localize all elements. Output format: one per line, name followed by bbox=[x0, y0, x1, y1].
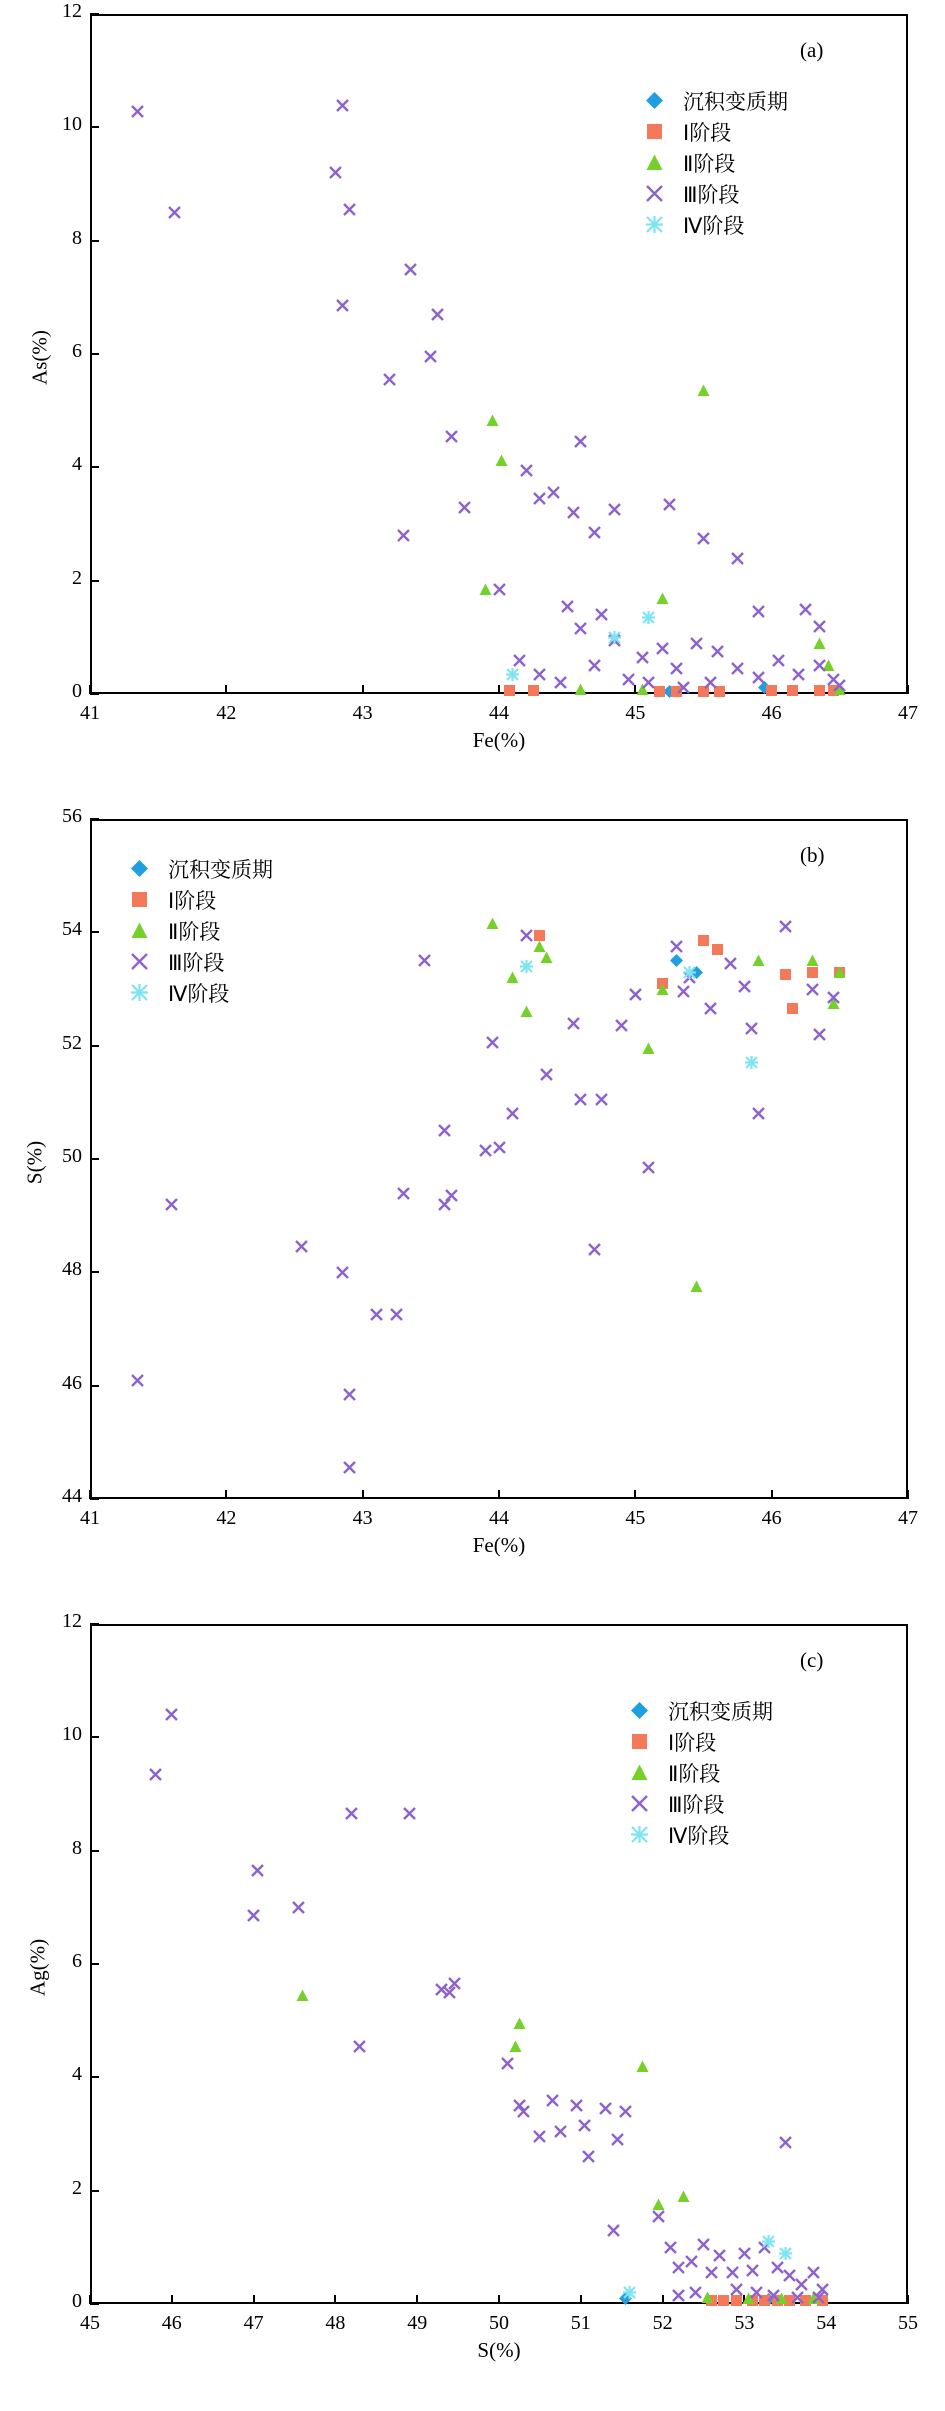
y-axis-label-c: Ag(%) bbox=[25, 1938, 50, 1997]
square-marker-icon bbox=[630, 1732, 664, 1751]
square-marker-icon bbox=[645, 122, 679, 141]
x-tick-label-1-0: 41 bbox=[80, 1507, 100, 1529]
legend-a-label-4: Ⅳ阶段 bbox=[683, 213, 745, 238]
x-tick-2-2 bbox=[253, 2295, 255, 2304]
plot-area-c bbox=[90, 1624, 908, 2304]
y-tick-label-1-2: 48 bbox=[62, 1258, 82, 1281]
x-tick-label-2-10: 55 bbox=[898, 2312, 918, 2334]
triangle-marker-icon bbox=[645, 153, 679, 172]
y-tick-2-4 bbox=[90, 1850, 99, 1852]
y-tick-2-6 bbox=[90, 1623, 99, 1625]
diamond-marker-icon bbox=[130, 859, 164, 878]
cross-marker-icon bbox=[630, 1794, 664, 1813]
legend-a-label-1: Ⅰ阶段 bbox=[683, 120, 732, 145]
y-tick-0-0 bbox=[90, 693, 99, 695]
x-tick-2-3 bbox=[334, 2295, 336, 2304]
x-tick-2-9 bbox=[825, 2295, 827, 2304]
y-tick-1-0 bbox=[90, 1498, 99, 1500]
y-tick-0-1 bbox=[90, 580, 99, 582]
x-tick-2-5 bbox=[498, 2295, 500, 2304]
y-tick-1-1 bbox=[90, 1385, 99, 1387]
x-tick-label-0-4: 45 bbox=[625, 702, 646, 724]
x-axis-label-c: S(%) bbox=[477, 2338, 521, 2362]
x-tick-label-1-2: 43 bbox=[352, 1507, 373, 1529]
x-tick-0-3 bbox=[498, 685, 500, 694]
legend-a-label-2: Ⅱ阶段 bbox=[683, 151, 736, 176]
x-tick-label-2-9: 54 bbox=[816, 2312, 837, 2334]
legend-a-item-0 bbox=[645, 85, 788, 116]
y-tick-2-0 bbox=[90, 2303, 99, 2305]
asterisk-marker-icon bbox=[630, 1825, 664, 1844]
y-tick-label-1-0: 44 bbox=[62, 1485, 82, 1507]
legend-c-item-1 bbox=[630, 1726, 773, 1757]
legend-b-item-4 bbox=[130, 977, 273, 1008]
x-tick-2-8 bbox=[743, 2295, 745, 2304]
legend-a-item-4 bbox=[645, 209, 788, 240]
x-tick-0-1 bbox=[225, 685, 227, 694]
x-tick-label-0-1: 42 bbox=[216, 702, 237, 724]
x-tick-2-7 bbox=[662, 2295, 664, 2304]
x-tick-label-2-3: 48 bbox=[325, 2312, 346, 2334]
x-tick-1-1 bbox=[225, 1490, 227, 1499]
legend-c-item-4 bbox=[630, 1819, 773, 1850]
triangle-marker-icon bbox=[630, 1763, 664, 1782]
legend-a-label-3: Ⅲ阶段 bbox=[683, 182, 740, 207]
y-tick-label-1-4: 52 bbox=[62, 1031, 82, 1054]
x-tick-label-0-0: 41 bbox=[80, 702, 100, 724]
legend-c-label-1: Ⅰ阶段 bbox=[668, 1730, 717, 1755]
x-tick-0-6 bbox=[907, 685, 909, 694]
chart-panel-b bbox=[0, 805, 945, 1605]
legend-b-item-2 bbox=[130, 915, 273, 946]
y-tick-2-1 bbox=[90, 2190, 99, 2192]
y-tick-0-5 bbox=[90, 126, 99, 128]
legend-a bbox=[645, 85, 788, 240]
x-tick-label-1-5: 46 bbox=[761, 1507, 782, 1529]
x-tick-label-0-6: 47 bbox=[898, 702, 918, 724]
x-tick-label-2-4: 49 bbox=[407, 2312, 428, 2334]
legend-b-label-3: Ⅲ阶段 bbox=[168, 950, 225, 975]
y-tick-label-0-1: 2 bbox=[72, 566, 82, 589]
legend-a-item-1 bbox=[645, 116, 788, 147]
x-tick-label-0-2: 43 bbox=[352, 702, 373, 724]
x-tick-2-10 bbox=[907, 2295, 909, 2304]
y-tick-label-1-5: 54 bbox=[62, 918, 82, 941]
panel-label-b: (b) bbox=[800, 843, 825, 867]
x-tick-2-4 bbox=[416, 2295, 418, 2304]
legend-b-label-4: Ⅳ阶段 bbox=[168, 981, 230, 1006]
x-tick-label-1-6: 47 bbox=[898, 1507, 918, 1529]
y-tick-2-5 bbox=[90, 1736, 99, 1738]
y-tick-0-6 bbox=[90, 13, 99, 15]
y-tick-label-2-6: 12 bbox=[62, 1610, 82, 1632]
x-tick-label-2-6: 51 bbox=[570, 2312, 591, 2334]
y-tick-0-3 bbox=[90, 353, 99, 355]
panel-label-a: (a) bbox=[800, 38, 824, 62]
legend-a-item-3 bbox=[645, 178, 788, 209]
y-tick-label-2-2: 4 bbox=[72, 2063, 82, 2086]
y-tick-0-2 bbox=[90, 466, 99, 468]
chart-panel-c bbox=[0, 1610, 945, 2410]
y-tick-label-2-1: 2 bbox=[72, 2176, 82, 2199]
diamond-marker-icon bbox=[630, 1701, 664, 1720]
legend-b-item-1 bbox=[130, 884, 273, 915]
x-tick-label-1-4: 45 bbox=[625, 1507, 646, 1529]
x-tick-0-5 bbox=[771, 685, 773, 694]
y-tick-label-0-4: 8 bbox=[72, 226, 82, 249]
x-axis-label-a: Fe(%) bbox=[472, 728, 526, 752]
diamond-marker-icon bbox=[645, 91, 679, 110]
x-axis-label-b: Fe(%) bbox=[472, 1533, 526, 1557]
legend-b-label-1: Ⅰ阶段 bbox=[168, 888, 217, 913]
legend-c-label-0: 沉积变质期 bbox=[668, 1699, 773, 1724]
x-tick-label-0-5: 46 bbox=[761, 702, 782, 724]
x-tick-label-2-8: 53 bbox=[734, 2312, 755, 2334]
legend-c-item-2 bbox=[630, 1757, 773, 1788]
y-tick-label-1-3: 50 bbox=[62, 1145, 82, 1167]
y-axis-label-b: S(%) bbox=[22, 1140, 47, 1185]
legend-c-label-2: Ⅱ阶段 bbox=[668, 1761, 721, 1786]
y-tick-label-0-5: 10 bbox=[62, 113, 82, 136]
legend-c-item-0 bbox=[630, 1695, 773, 1726]
legend-b-label-2: Ⅱ阶段 bbox=[168, 919, 221, 944]
y-tick-label-1-1: 46 bbox=[62, 1371, 82, 1394]
cross-marker-icon bbox=[130, 952, 164, 971]
square-marker-icon bbox=[130, 890, 164, 909]
x-tick-label-2-0: 45 bbox=[80, 2312, 100, 2334]
x-tick-0-4 bbox=[634, 685, 636, 694]
asterisk-marker-icon bbox=[645, 215, 679, 234]
x-tick-1-2 bbox=[362, 1490, 364, 1499]
chart-panel-a bbox=[0, 0, 945, 800]
x-tick-1-4 bbox=[634, 1490, 636, 1499]
legend-c bbox=[630, 1695, 773, 1850]
x-tick-label-2-5: 50 bbox=[489, 2312, 509, 2334]
x-tick-label-0-3: 44 bbox=[489, 702, 509, 724]
y-tick-label-2-4: 8 bbox=[72, 1836, 82, 1859]
legend-a-label-0: 沉积变质期 bbox=[683, 89, 788, 114]
legend-a-item-2 bbox=[645, 147, 788, 178]
y-tick-label-1-6: 56 bbox=[62, 805, 82, 827]
x-tick-2-6 bbox=[580, 2295, 582, 2304]
legend-b-item-0 bbox=[130, 853, 273, 884]
legend-c-item-3 bbox=[630, 1788, 773, 1819]
y-tick-label-0-6: 12 bbox=[62, 0, 82, 22]
y-tick-2-2 bbox=[90, 2076, 99, 2078]
y-tick-0-4 bbox=[90, 240, 99, 242]
x-tick-label-1-1: 42 bbox=[216, 1507, 237, 1529]
y-tick-label-2-3: 6 bbox=[72, 1950, 82, 1972]
legend-b-label-0: 沉积变质期 bbox=[168, 857, 273, 882]
x-tick-label-2-7: 52 bbox=[652, 2312, 673, 2334]
y-tick-label-0-2: 4 bbox=[72, 453, 82, 476]
legend-c-label-4: Ⅳ阶段 bbox=[668, 1823, 730, 1848]
x-tick-0-2 bbox=[362, 685, 364, 694]
x-tick-2-1 bbox=[171, 2295, 173, 2304]
x-tick-1-6 bbox=[907, 1490, 909, 1499]
panel-label-c: (c) bbox=[800, 1648, 824, 1672]
y-tick-1-4 bbox=[90, 1045, 99, 1047]
cross-marker-icon bbox=[645, 184, 679, 203]
y-tick-label-2-0: 0 bbox=[72, 2290, 82, 2312]
legend-b bbox=[130, 853, 273, 1008]
y-tick-1-6 bbox=[90, 818, 99, 820]
y-tick-label-0-0: 0 bbox=[72, 680, 82, 702]
x-tick-label-1-3: 44 bbox=[489, 1507, 509, 1529]
legend-c-label-3: Ⅲ阶段 bbox=[668, 1792, 725, 1817]
y-tick-1-2 bbox=[90, 1271, 99, 1273]
y-tick-1-5 bbox=[90, 931, 99, 933]
y-tick-2-3 bbox=[90, 1963, 99, 1965]
x-tick-label-2-1: 46 bbox=[161, 2312, 182, 2334]
y-tick-1-3 bbox=[90, 1158, 99, 1160]
triangle-marker-icon bbox=[130, 921, 164, 940]
legend-b-item-3 bbox=[130, 946, 273, 977]
y-tick-label-0-3: 6 bbox=[72, 340, 82, 362]
y-axis-label-a: As(%) bbox=[27, 330, 52, 385]
x-tick-1-5 bbox=[771, 1490, 773, 1499]
asterisk-marker-icon bbox=[130, 983, 164, 1002]
x-tick-label-2-2: 47 bbox=[243, 2312, 264, 2334]
x-tick-1-3 bbox=[498, 1490, 500, 1499]
y-tick-label-2-5: 10 bbox=[62, 1723, 82, 1746]
